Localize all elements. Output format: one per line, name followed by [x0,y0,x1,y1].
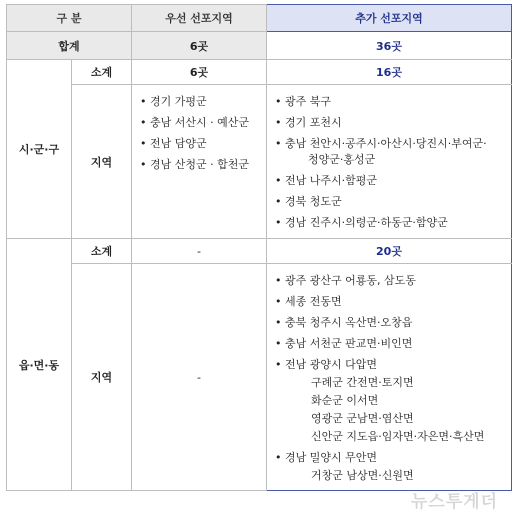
total-row [7,32,512,60]
list-item: • 경남 산청군 · 합천군 [138,157,266,173]
sigungu-priority-list [138,94,266,173]
emd-subtotal-priority: - [132,239,267,264]
emd-subtotal-row [7,239,512,264]
list-item: • 경기 포천시 [273,115,507,131]
emd-additional-list [273,273,507,484]
sigungu-region-label: 지역 [72,85,132,239]
list-item: 영광군 군남면·염산면 [311,412,414,425]
list-item: • 충남 천안시·공주시·아산시·당진시·부여군· [273,136,507,152]
list-item: 화순군 이서면 [311,394,379,407]
list-item: 신안군 지도읍·임자면·자은면·흑산면 [311,430,485,443]
list-item: • 광주 광산구 어룡동, 삼도동 [273,273,507,289]
list-item: • 광주 북구 [273,94,507,110]
sigungu-subtotal-label: 소계 [72,60,132,85]
list-item: • 전남 광양시 다압면 [273,357,507,373]
total-label: 합계 [7,32,132,60]
list-item: • 경북 청도군 [273,194,507,210]
sigungu-subtotal-additional: 16곳 [267,60,512,85]
sigungu-additional-list [273,94,507,231]
emd-subtotal-additional: 20곳 [267,239,512,264]
emd-additional-list-cell [267,264,512,491]
emd-subtotal-label: 소계 [72,239,132,264]
list-item: • 세종 전동면 [273,294,507,310]
header-row [7,5,512,32]
sigungu-subtotal-priority: 6곳 [132,60,267,85]
emd-label: 읍·면·동 [7,239,72,491]
emd-region-row [7,264,512,491]
sigungu-subtotal-row [7,60,512,85]
sigungu-label: 시·군·구 [7,60,72,239]
total-priority: 6곳 [132,32,267,60]
list-item: • 전남 담양군 [138,136,266,152]
header-additional: 추가 선포지역 [267,5,512,32]
list-item: • 충남 서천군 판교면·비인면 [273,336,507,352]
list-item: • 경기 가평군 [138,94,266,110]
list-item: • 충북 청주시 옥산면·오창읍 [273,315,507,331]
list-item: • 전남 나주시·함평군 [273,173,507,189]
list-item: • 경남 밀양시 무안면 [273,450,507,466]
total-additional: 36곳 [267,32,512,60]
header-category: 구 분 [7,5,132,32]
sigungu-region-row [7,85,512,239]
header-priority: 우선 선포지역 [132,5,267,32]
sigungu-priority-list-cell [132,85,267,239]
emd-region-priority: - [132,264,267,491]
list-item: 구례군 간전면·토지면 [311,376,414,389]
sigungu-additional-list-cell [267,85,512,239]
list-item: • 경남 진주시·의령군·하동군·함양군 [273,215,507,231]
list-item: • 충남 서산시 · 예산군 [138,115,266,131]
list-item: 거창군 남상면·신원면 [311,469,414,482]
emd-region-label: 지역 [72,264,132,491]
designation-table [6,4,512,491]
list-item: 청양군·홍성군 [308,153,376,166]
watermark-logo: 뉴스투게더 [410,492,498,512]
designation-table-container [6,4,511,516]
